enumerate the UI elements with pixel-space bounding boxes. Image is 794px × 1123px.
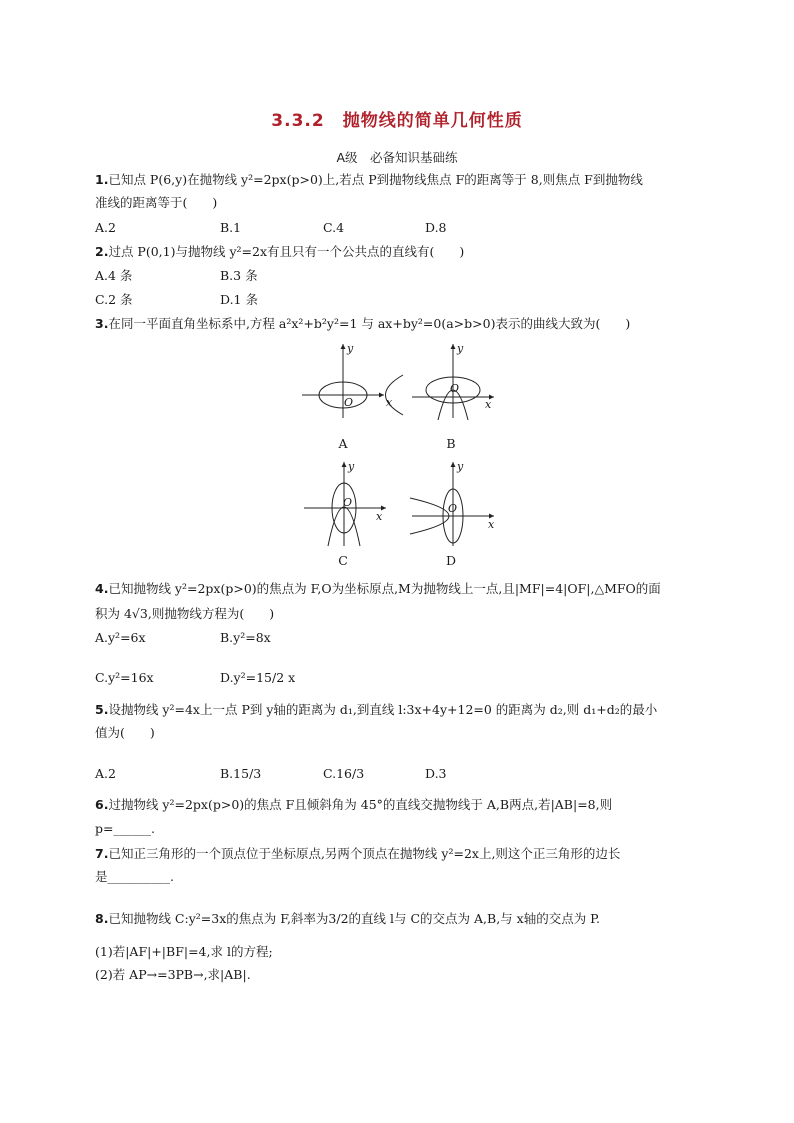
option-b: B.1: [220, 220, 242, 235]
question-text: 已知抛物线 C:y²=3x的焦点为 F,斜率为3/2的直线 l与 C的交点为 A,B,与 x轴的交点为 P.: [108, 911, 601, 926]
question-number: 5.: [95, 702, 109, 717]
origin-label: O: [448, 502, 458, 515]
x-axis-label: x: [485, 398, 492, 411]
option-a: A.2: [95, 220, 116, 235]
question-8: [95, 911, 600, 927]
y-axis-label: y: [347, 342, 354, 355]
y-axis-label: y: [348, 460, 355, 473]
option-c: C.16/3: [323, 766, 365, 781]
question-4-cont: 积为 4√3,则抛物线方程为( ): [95, 606, 275, 621]
option-c: C.y²=16x: [95, 670, 154, 685]
figure-b-label: B: [446, 436, 456, 451]
origin-label: O: [343, 496, 353, 509]
question-1: [95, 172, 643, 188]
figure-b-graph: [408, 340, 498, 420]
figure-c-graph: [300, 458, 390, 548]
option-c: C.4: [323, 220, 345, 235]
x-axis-label: x: [376, 510, 383, 523]
question-7-cont: 是__________.: [95, 869, 174, 884]
option-d: D.8: [425, 220, 447, 235]
section-level: A级 必备知识基础练: [336, 150, 458, 165]
y-axis-label: y: [457, 342, 464, 355]
option-b: B.y²=8x: [220, 630, 271, 645]
question-text: 设抛物线 y²=4x上一点 P到 y轴的距离为 d₁,到直线 l:3x+4y+12=0 的距离为 d₂,则 d₁+d₂的最小: [108, 702, 658, 717]
x-axis-label: x: [386, 396, 393, 409]
origin-label: O: [450, 382, 460, 395]
question-number: 7.: [95, 846, 109, 861]
question-text: 在同一平面直角坐标系中,方程 a²x²+b²y²=1 与 ax+by²=0(a>b>0)表示的曲线大致为( ): [108, 316, 631, 331]
question-text: 已知正三角形的一个顶点位于坐标原点,另两个顶点在抛物线 y²=2x上,则这个正三角形的边长: [108, 846, 621, 861]
question-text: 过点 P(0,1)与抛物线 y²=2x有且只有一个公共点的直线有( ): [108, 244, 465, 259]
question-5: [95, 702, 657, 718]
question-4: [95, 581, 661, 597]
question-2: [95, 244, 464, 260]
question-8-part-2: (2)若 AP→=3PB→,求|AB|.: [95, 967, 251, 982]
option-a: A.y²=6x: [95, 630, 146, 645]
parabola-curve: [386, 375, 404, 415]
question-number: 1.: [95, 172, 109, 187]
figure-d-graph: [408, 458, 498, 548]
option-a: A.2: [95, 766, 116, 781]
figure-a-graph: [298, 340, 393, 420]
question-number: 8.: [95, 911, 109, 926]
option-d: D.1 条: [220, 292, 258, 307]
question-number: 4.: [95, 581, 109, 596]
question-text: 过抛物线 y²=2px(p>0)的焦点 F且倾斜角为 45°的直线交抛物线于 A,B两点,若|AB|=8,则: [108, 797, 613, 812]
x-axis-label: x: [488, 518, 495, 531]
option-b: B.3 条: [220, 268, 258, 283]
option-d: D.3: [425, 766, 447, 781]
question-6: [95, 797, 612, 813]
figure-c-label: C: [338, 553, 348, 568]
question-6-cont: p=______.: [95, 821, 155, 836]
question-text: 已知抛物线 y²=2px(p>0)的焦点为 F,O为坐标原点,M为抛物线上一点,且|MF|=4|OF|,△MFO的面: [108, 581, 661, 596]
figure-d-label: D: [445, 553, 457, 568]
page-title: 3.3.2 抛物线的简单几何性质: [271, 111, 523, 131]
option-a: A.4 条: [95, 268, 133, 283]
origin-label: O: [344, 396, 354, 409]
option-c: C.2 条: [95, 292, 133, 307]
question-number: 2.: [95, 244, 109, 259]
figure-a-label: A: [338, 436, 348, 451]
question-text: 已知点 P(6,y)在抛物线 y²=2px(p>0)上,若点 P到抛物线焦点 F的距离等于 8,则焦点 F到抛物线: [108, 172, 643, 187]
question-3: [95, 316, 630, 332]
question-number: 3.: [95, 316, 109, 331]
y-axis-label: y: [457, 460, 464, 473]
question-5-cont: 值为( ): [95, 725, 155, 740]
question-7: [95, 846, 620, 862]
question-1-cont: 准线的距离等于( ): [95, 195, 218, 210]
question-8-part-1: (1)若|AF|+|BF|=4,求 l的方程;: [95, 944, 273, 959]
option-b: B.15/3: [220, 766, 262, 781]
option-d: D.y²=15/2 x: [220, 670, 296, 685]
question-number: 6.: [95, 797, 109, 812]
